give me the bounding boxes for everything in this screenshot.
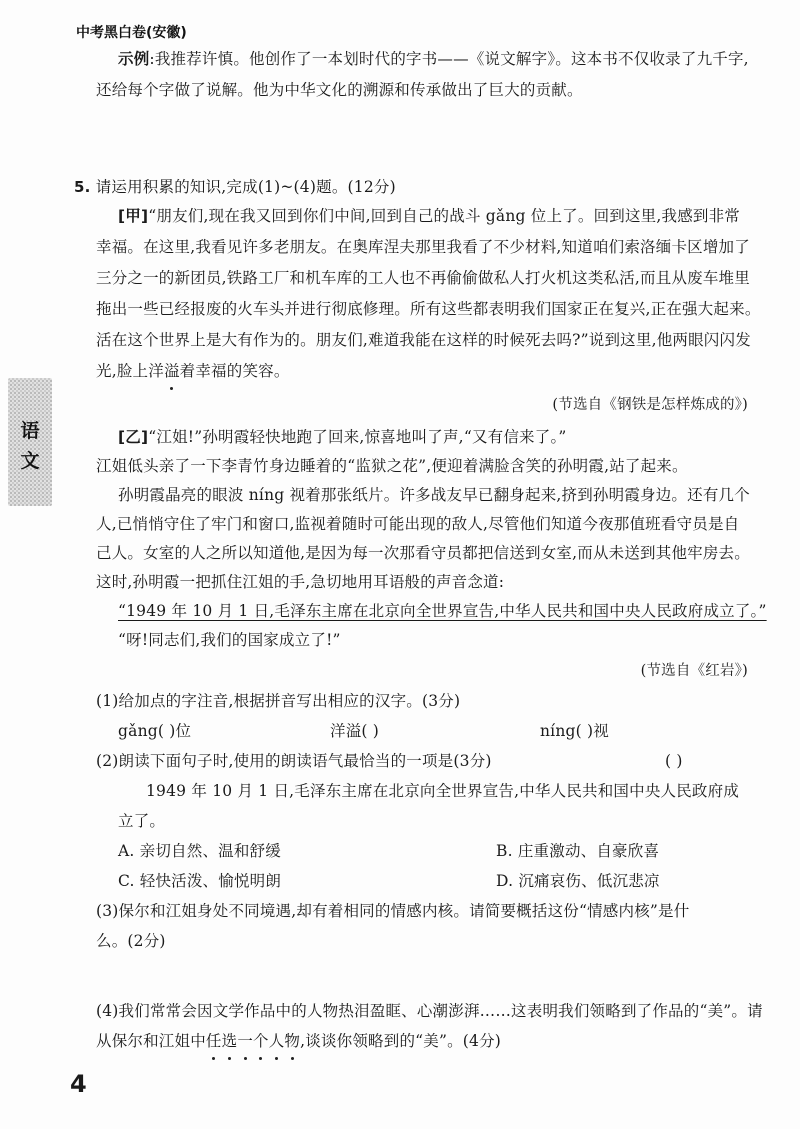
passage-yi-line-7: “1949 年 10 月 1 日,毛泽东主席在北京向全世界宣告,中华人民共和国中央人民政府成立了。” xyxy=(118,602,767,620)
side-tab-char-wen: 文 xyxy=(20,450,40,472)
sub1-item-gang: gǎng( )位 xyxy=(118,722,192,740)
dotted-char-yi1: 一 xyxy=(237,1026,253,1057)
passage-yi-line-1 xyxy=(118,422,567,453)
passage-jia-line-4: 拖出一些已经报废的火车头并进行彻底修理。所有这些都表明我们国家正在复兴,正在强大起来。 xyxy=(96,300,761,318)
passage-jia-source: (节选自《钢铁是怎样炼成的》) xyxy=(552,397,748,413)
sub2-sentence-line-2: 立了。 xyxy=(118,812,166,830)
example-text-1: :我推荐许慎。他创作了一本划时代的字书——《说文解字》。这本书不仅收录了九千字, xyxy=(149,50,749,68)
example-label: 示例 xyxy=(118,50,150,68)
sub4-line-2: 从保尔和江姐中任选一个人物,谈谈你领略到的“美”。(4分) xyxy=(96,1026,501,1057)
passage-yi-line-6: 这时,孙明霞一把抓住江姐的手,急切地用耳语般的声音念道: xyxy=(96,573,505,591)
sub1-prompt: (1)给加点的字注音,根据拼音写出相应的汉字。(3分) xyxy=(96,692,461,710)
passage-jia-line-5: 活在这个世界上是大有作为的。朋友们,难道我能在这样的时候死去吗?”说到这里,他两眼闪闪发 xyxy=(96,331,751,349)
page-number: 4 xyxy=(70,1070,87,1098)
sub2-option-c: C. 轻快活泼、愉悦明朗 xyxy=(118,872,282,890)
sub2-option-a: A. 亲切自然、温和舒缓 xyxy=(118,842,281,860)
dotted-char-ren2: 人 xyxy=(269,1026,285,1057)
sub2-option-b: B. 庄重激动、自豪欣喜 xyxy=(496,842,660,860)
sub4-line-1: (4)我们常常会因文学作品中的人物热泪盈眶、心潮澎湃……这表明我们领略到了作品的“美”。请 xyxy=(96,1002,763,1020)
sub1-item-ning: níng( )视 xyxy=(540,722,609,740)
sub2-option-d: D. 沉痛哀伤、低沉悲凉 xyxy=(496,872,660,890)
passage-jia-line-6: 光,脸上洋溢着幸福的笑容。 xyxy=(96,356,290,387)
dotted-char-ge: 个 xyxy=(253,1026,269,1057)
passage-yi-source: (节选自《红岩》) xyxy=(640,663,748,679)
question-number: 5. xyxy=(74,178,91,196)
sub3-line-1: (3)保尔和江姐身处不同境遇,却有着相同的情感内核。请简要概括这份“情感内核”是什 xyxy=(96,902,690,920)
sub3-line-2: 么。(2分) xyxy=(96,932,166,950)
passage-yi-line-4: 人,已悄悄守住了牢门和窗口,监视着随时可能出现的敌人,尽管他们知道今夜那值班看守员是自 xyxy=(96,515,740,533)
example-line-2: 还给每个字做了说解。他为中华文化的溯源和传承做出了巨大的贡献。 xyxy=(96,81,583,99)
passage-jia-line-1 xyxy=(118,201,740,232)
sub2-answer-paren: ( ) xyxy=(665,752,683,770)
example-line-1 xyxy=(118,44,749,75)
sub1-item-yangyi: 洋溢( ) xyxy=(330,722,380,740)
passage-yi-line-3: 孙明霞晶亮的眼波 níng 视着那张纸片。许多战友早已翻身起来,挤到孙明霞身边。还有几个 xyxy=(118,486,750,504)
dotted-char-ren: 任 xyxy=(206,1026,222,1057)
dotted-char-yi: 溢 xyxy=(164,356,180,387)
passage-yi-label: [乙] xyxy=(118,428,149,446)
passage-jia-line-3: 三分之一的新团员,铁路工厂和机车库的工人也不再偷偷做私人打火机这类私活,而且从废车堆里 xyxy=(96,269,750,287)
passage-yi-line-8: “呀!同志们,我们的国家成立了!” xyxy=(118,631,341,649)
sub2-prompt: (2)朗读下面句子时,使用的朗读语气最恰当的一项是(3分) xyxy=(96,752,492,770)
page-header: 中考黑白卷(安徽) xyxy=(76,25,187,41)
dotted-char-xuan: 选 xyxy=(222,1026,238,1057)
question-prompt: 请运用积累的知识,完成(1)~(4)题。(12分) xyxy=(95,178,396,196)
passage-yi-line-2: 江姐低头亲了一下李青竹身边睡着的“监狱之花”,便迎着满脸含笑的孙明霞,站了起来。 xyxy=(96,457,688,475)
sub2-sentence-line-1: 1949 年 10 月 1 日,毛泽东主席在北京向全世界宣告,中华人民共和国中央人民政府成 xyxy=(146,782,740,800)
question-5-header xyxy=(74,172,396,203)
passage-jia-label: [甲] xyxy=(118,207,149,225)
side-tab-char-yu: 语 xyxy=(20,420,40,442)
dotted-char-wu: 物 xyxy=(284,1026,300,1057)
passage-yi-text-1: “江姐!”孙明霞轻快地跑了回来,惊喜地叫了声,“又有信来了。” xyxy=(148,428,567,446)
passage-yi-line-5: 己人。女室的人之所以知道他,是因为每一次那看守员都把信送到女室,而从未送到其他牢房去。 xyxy=(96,544,750,562)
passage-jia-text-1: “朋友们,现在我又回到你们中间,回到自己的战斗 gǎng 位上了。回到这里,我感到非常 xyxy=(148,207,741,225)
subject-side-tab xyxy=(8,378,52,506)
passage-jia-line-2: 幸福。在这里,我看见许多老朋友。在奥库涅夫那里我看了不少材料,知道咱们索洛缅卡区增加了 xyxy=(96,238,750,256)
